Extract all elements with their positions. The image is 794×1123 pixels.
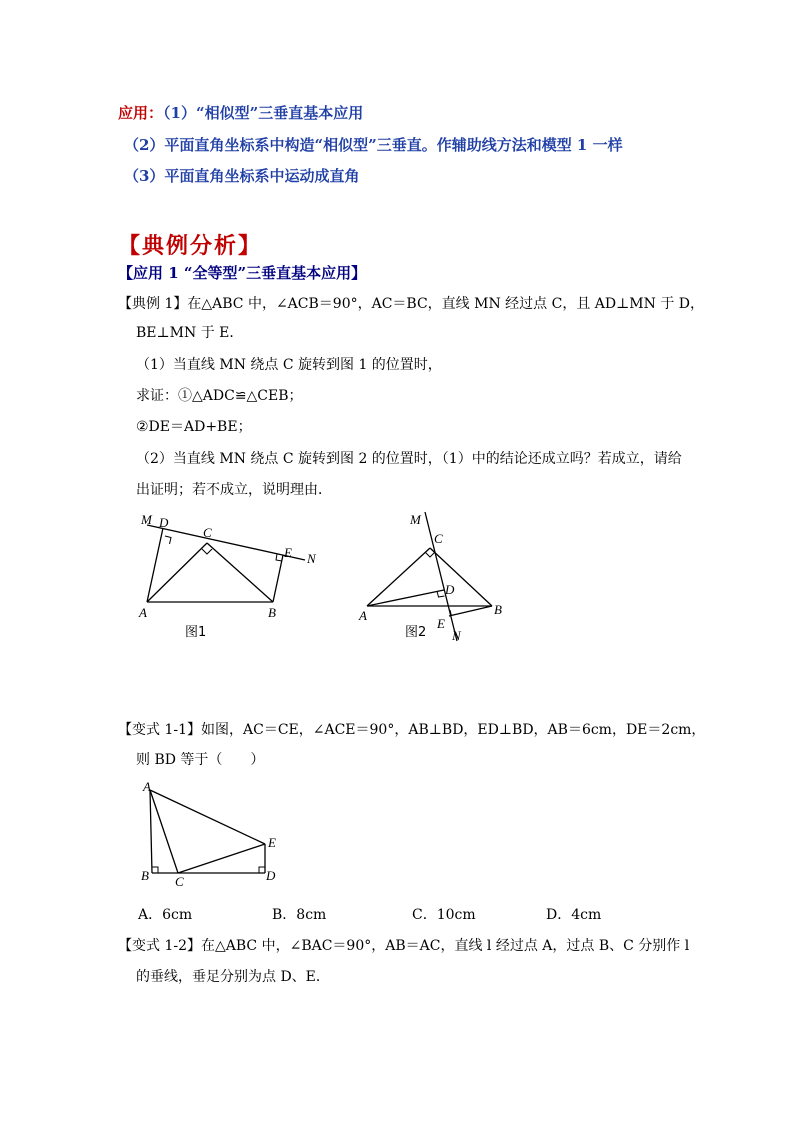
fig1-right-angle-d: [165, 536, 171, 544]
fig2-label-b: B: [494, 602, 502, 617]
v11-segment-ac: [150, 790, 178, 873]
fig1-label-d: D: [159, 515, 169, 530]
v11-label-e: E: [268, 835, 276, 850]
application-prefix: 应用：: [118, 104, 164, 122]
variant11-option-b[interactable]: B．8cm: [272, 907, 327, 923]
variant11-tag: 【变式 1-1】: [118, 722, 201, 738]
example1-prove-1: 求证：①△ADC≌△CEB；: [136, 388, 303, 404]
fig2-segment-ad: [367, 590, 444, 606]
fig2-label-e: E: [437, 616, 445, 631]
example1-question2-line1: （2）当直线 MN 绕点 C 旋转到图 2 的位置时，（1）中的结论还成立吗？若成立，请给: [136, 451, 682, 467]
v11-right-angle-d: [259, 867, 265, 873]
fig2-segment-be: [449, 606, 492, 616]
fig2-label-a: A: [359, 608, 367, 623]
v11-segment-ce: [178, 844, 265, 873]
v11-label-b: B: [141, 868, 149, 883]
fig1-label-m: M: [141, 512, 152, 527]
fig1-segment-ad: [147, 528, 163, 602]
application-item-3: （3）平面直角坐标系中运动成直角: [124, 167, 360, 185]
example1-stem-line1: [118, 293, 704, 313]
fig2-label-n: N: [452, 628, 461, 643]
fig2-right-angle-c: [425, 552, 435, 557]
figure-2: [355, 510, 515, 650]
example1-stem-a: 在△ABC 中，∠ACB＝90°，AC＝BC，直线 MN 经过点 C，且 AD⊥MN 于 D，: [187, 296, 704, 312]
variant12-stem-line1: [118, 935, 689, 955]
example1-question2-line2: 出证明；若不成立，说明理由．: [136, 482, 332, 498]
fig2-caption: 图2: [405, 625, 427, 640]
fig1-segment-ac: [147, 543, 207, 602]
variant11-option-d[interactable]: D．4cm: [546, 907, 602, 923]
fig1-label-e: E: [284, 545, 292, 560]
fig1-label-b: B: [268, 605, 276, 620]
variant11-stem-a: 如图，AC＝CE，∠ACE＝90°，AB⊥BD，ED⊥BD，AB＝6cm，DE＝2cm，: [201, 722, 706, 738]
fig2-label-m: M: [410, 512, 421, 527]
v11-segment-ab: [150, 790, 152, 873]
fig1-caption: 图1: [185, 625, 207, 640]
application-item-2: （2）平面直角坐标系中构造“相似型”三垂直。作辅助线方法和模型 1 一样: [124, 136, 623, 154]
fig2-right-angle-d: [437, 591, 445, 597]
variant11-option-c[interactable]: C．10cm: [412, 907, 476, 923]
v11-segment-ae: [150, 790, 265, 844]
variant12-stem-a: 在△ABC 中，∠BAC＝90°，AB＝AC，直线 l 经过点 A，过点 B、C 分别作 l: [201, 938, 690, 954]
fig2-label-d: D: [445, 582, 455, 597]
fig1-segment-be: [273, 555, 283, 602]
variant12-tag: 【变式 1-2】: [118, 938, 201, 954]
section-title: 【典例分析】: [118, 233, 263, 259]
fig1-line-mn: [147, 525, 305, 560]
fig1-label-a: A: [139, 605, 147, 620]
v11-label-a: A: [143, 779, 151, 794]
v11-label-c: C: [175, 874, 184, 889]
example1-stem-line2: BE⊥MN 于 E．: [136, 325, 244, 341]
fig2-segment-ac: [367, 548, 430, 606]
example1-question1: （1）当直线 MN 绕点 C 旋转到图 1 的位置时，: [136, 357, 442, 373]
application-line-1: [118, 102, 363, 123]
app1-title: 【应用 1 “全等型”三垂直基本应用】: [118, 264, 367, 282]
example1-tag: 【典例 1】: [118, 296, 188, 312]
variant11-stem-line2: 则 BD 等于（ ）: [136, 752, 265, 768]
figure-1: [135, 510, 335, 650]
fig2-label-c: C: [434, 531, 443, 546]
variant11-option-a[interactable]: A．6cm: [138, 907, 193, 923]
fig1-label-c: C: [203, 525, 212, 540]
variant11-figure: [138, 779, 298, 892]
fig1-right-angle-c: [202, 549, 212, 554]
fig1-label-n: N: [307, 551, 316, 566]
variant12-stem-line2: 的垂线，垂足分别为点 D、E．: [136, 969, 330, 985]
v11-right-angle-b: [152, 867, 158, 873]
application-item-1: （1）“相似型”三垂直基本应用: [163, 104, 364, 122]
example1-prove-2: ②DE＝AD+BE；: [136, 419, 252, 435]
fig1-segment-cb: [207, 543, 273, 602]
variant11-stem-line1: [118, 719, 705, 739]
v11-label-d: D: [266, 868, 276, 883]
